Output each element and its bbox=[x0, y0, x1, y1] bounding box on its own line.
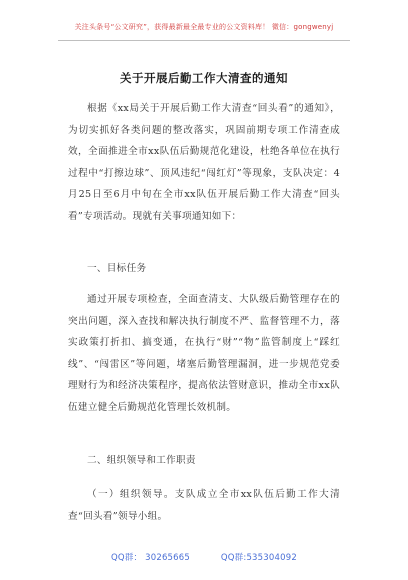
footer-qq-group-2: QQ群:535304092 bbox=[220, 553, 297, 563]
footer-qq-groups bbox=[0, 551, 408, 563]
header-divider bbox=[58, 40, 350, 41]
header-banner: 关注头条号“公文研究”，获得最新最全最专业的公文资料库！ 微信：gongwenyj bbox=[74, 23, 334, 31]
footer-qq-group-1: QQ群： 30265665 bbox=[111, 553, 190, 563]
paragraph-goals: 通过开展专项检查，全面查清支、大队级后勤管理存在的突出问题，深入查找和解决执行制度不严、监督管理不力，落实政策打折扣、搞变通，在执行“财”“物”监管制度上“踩红线”、“闯雷区”等问题，堵塞后勤管理漏洞，进一步规范党委理财行为和经济决策程序，提高依法管财意识，推动全市xx队伍建立健全后勤规范化管理长效机制。 bbox=[68, 294, 340, 413]
paragraph-organization: （一）组织领导。支队成立全市xx队伍后勤工作大清查“回头看”领导小组。 bbox=[68, 489, 340, 522]
paragraph-intro: 根据《xx局关于开展后勤工作大清查“回头看”的通知》，为切实抓好各类问题的整改落实，巩固前期专项工作清查成效，全面推进全市xx队伍后勤规范化建设，杜绝各单位在执行过程中“打擦边球”、顶风违纪“闯红灯”等现象，支队决定：4月25日至6月中旬在全市xx队伍开展后勤工作大清查“回头看”专项活动。现就有关事项通知如下： bbox=[68, 103, 340, 222]
section-heading-organization: 二、组织领导和工作职责 bbox=[87, 455, 196, 466]
document-title: 关于开展后勤工作大清查的通知 bbox=[120, 71, 288, 85]
section-heading-goals: 一、目标任务 bbox=[87, 263, 147, 274]
